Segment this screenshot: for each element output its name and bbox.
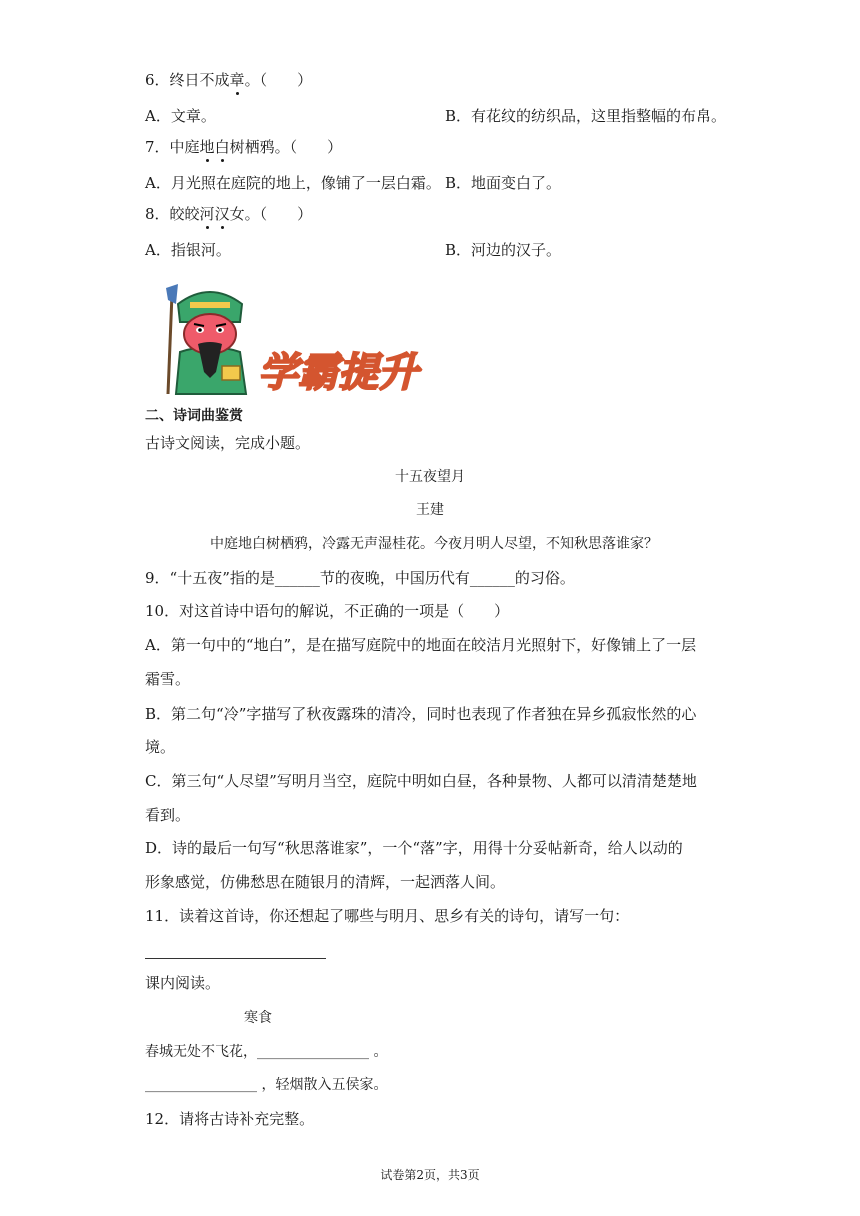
page-footer: 试卷第2页，共3页 [380, 1168, 480, 1182]
q8-dotted-char-1: 河 [199, 205, 215, 223]
q10-line: 霜雪。 [145, 670, 191, 688]
q8-option-b: B．河边的汉子。 [445, 241, 562, 259]
q6-option-a: A．文章。 [145, 107, 216, 125]
question-12: 12．请将古诗补充完整。 [145, 1110, 315, 1128]
reading-intro: 课内阅读。 [145, 974, 221, 992]
halberd-icon [168, 294, 172, 394]
q6-option-b: B．有花纹的纺织品，这里指整幅的布帛。 [445, 107, 727, 125]
q10-line: A．第一句中的“地白”，是在描写庭院中的地面在皎洁月光照射下，好像铺上了一层 [145, 636, 697, 654]
q7-dotted-char-2: 白 [214, 138, 230, 156]
q7-option-a: A．月光照在庭院的地上，像铺了一层白霜。 [145, 174, 441, 192]
q10-line: D．诗的最后一句写“秋思落谁家”，一个“落”字，用得十分妥帖新奇，给人以动的 [145, 839, 683, 857]
poem-title: 十五夜望月 [395, 469, 465, 485]
q6-dotted-char: 章 [229, 71, 245, 89]
q7-suffix: 树栖鸦。（ ） [229, 138, 343, 156]
q10-line: C．第三句“人尽望”写明月当空，庭院中明如白昼，各种景物、人都可以清清楚楚地 [145, 772, 697, 790]
q10-line: 形象感觉，仿佛愁思在随银月的清辉，一起洒落人间。 [145, 873, 506, 891]
q8-dotted-char-2: 汉 [214, 205, 230, 223]
xueba-banner [150, 282, 460, 398]
q7-option-b: B．地面变白了。 [445, 174, 562, 192]
reading-poem-title: 寒食 [244, 1010, 272, 1026]
q8-prefix: 8．皎皎 [145, 205, 200, 223]
question-10-stem: 10．对这首诗中语句的解说，不正确的一项是（ ） [145, 602, 510, 620]
question-7 [145, 137, 342, 157]
q8-option-a: A．指银河。 [145, 241, 231, 259]
poem-text: 中庭地白树栖鸦，冷露无声湿桂花。今夜月明人尽望，不知秋思落谁家？ [210, 536, 658, 552]
question-11: 11．读着这首诗，你还想起了哪些与明月、思乡有关的诗句，请写一句： [145, 907, 630, 925]
section-heading: 二、诗词曲鉴赏 [145, 408, 243, 424]
question-8 [145, 204, 312, 224]
q7-dotted-char-1: 地 [199, 138, 215, 156]
reading-poem-line-2: ________________ ，轻烟散入五侯家。 [145, 1077, 388, 1093]
q10-line: 看到。 [145, 806, 191, 824]
section-intro: 古诗文阅读，完成小题。 [145, 434, 311, 452]
q7-prefix: 7．中庭 [145, 138, 200, 156]
poem-author: 王建 [416, 502, 444, 518]
q6-suffix: 。（ ） [244, 71, 313, 89]
banner-text: 学霸提升 [258, 350, 418, 396]
q6-prefix: 6．终日不成 [145, 71, 230, 89]
question-6 [145, 70, 312, 90]
question-9: 9．“十五夜”指的是______节的夜晚，中国历代有______的习俗。 [145, 569, 575, 587]
reading-poem-line-1: 春城无处不飞花，________________ 。 [145, 1044, 388, 1060]
answer-blank-line[interactable] [145, 958, 326, 959]
q10-line: B．第二句“冷”字描写了秋夜露珠的清冷，同时也表现了作者独在异乡孤寂怅然的心 [145, 705, 697, 723]
q10-line: 境。 [145, 738, 176, 756]
q8-suffix: 女。（ ） [229, 205, 313, 223]
